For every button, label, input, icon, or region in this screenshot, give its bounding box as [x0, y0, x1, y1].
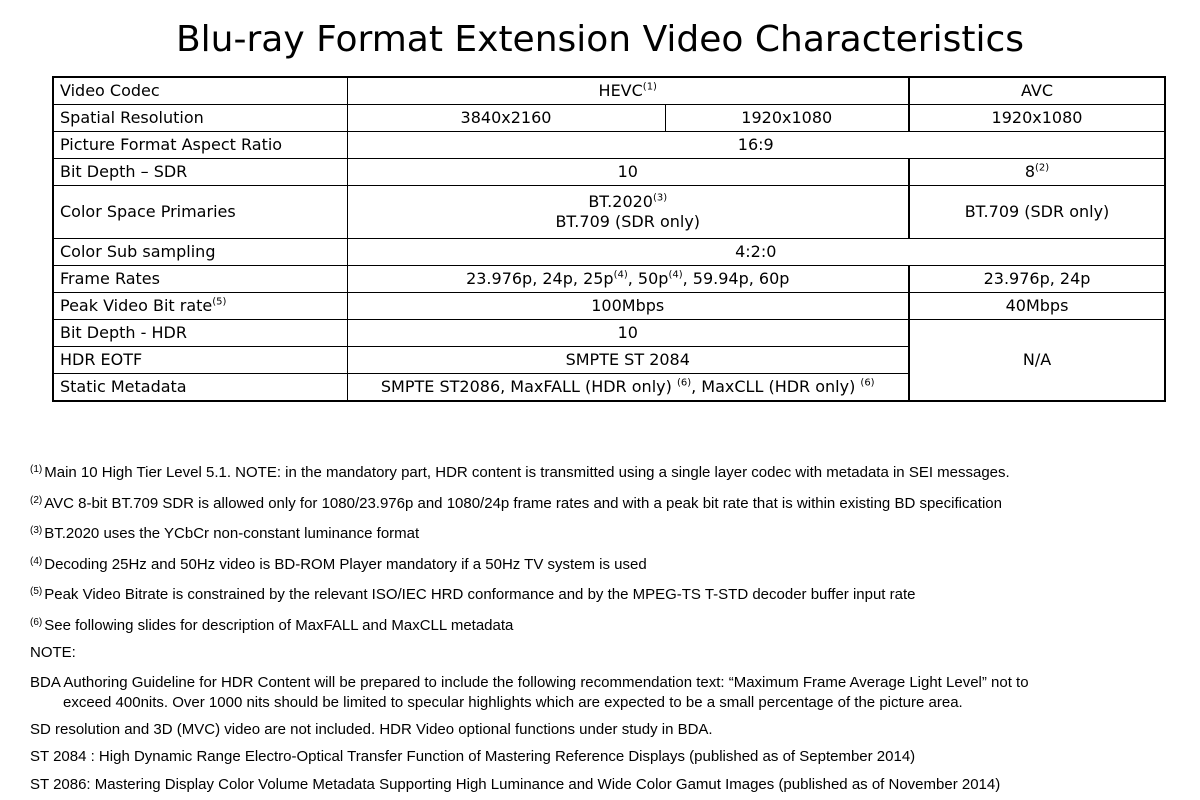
cell-color-space-hevc: BT.2020$^{(3)}$ BT.709 (SDR only)	[347, 186, 909, 239]
table-row	[53, 293, 1165, 320]
table-row	[53, 132, 1165, 159]
table-row	[53, 105, 1165, 132]
note-heading: NOTE:	[30, 644, 76, 661]
cell-color-space-avc: BT.709 (SDR only)	[909, 186, 1165, 239]
cell-frame-rates-hevc: 23.976p, 24p, $25p^{(4)}$, $50p^{(4)}$, 59.94p, 60p	[347, 266, 909, 293]
cell-hdr-avc-na: N/A	[909, 320, 1165, 402]
row-label-peak-bitrate: Peak Video Bit rate$^{(5)}$	[53, 293, 347, 320]
table-row	[53, 266, 1165, 293]
footnote: $^{(3)}$ BT.2020 uses the YCbCr non-constant luminance format	[30, 525, 420, 542]
cell-color-subsampling: 4:2:0	[347, 239, 1165, 266]
cell-frame-rates-avc: 23.976p, 24p	[909, 266, 1165, 293]
cell-bit-depth-sdr-hevc: 10	[347, 159, 909, 186]
footnote-ref: (2)	[1035, 162, 1050, 174]
note-sd-3d: SD resolution and 3D (MVC) video are not included. HDR Video optional functions under study in BDA.	[30, 720, 713, 738]
footnote-ref: (4)	[668, 269, 683, 281]
note-st2086: ST 2086: Mastering Display Color Volume Metadata Supporting High Luminance and Wide Color Gamut Images (published as of November 2014)	[30, 775, 1001, 793]
video-characteristics-table	[52, 76, 1166, 402]
row-label-video-codec: Video Codec	[53, 77, 347, 105]
table-row	[53, 77, 1165, 105]
cell-bit-depth-hdr-hevc: 10	[347, 320, 909, 347]
footnote-ref: (4)	[613, 269, 628, 281]
cell-codec-avc: AVC	[909, 77, 1165, 105]
footnote-ref: (1)	[642, 81, 657, 93]
cell-res-avc: 1920x1080	[909, 105, 1165, 132]
cell-hdr-eotf-hevc: SMPTE ST 2084	[347, 347, 909, 374]
footnote: $^{(6)}$ See following slides for description of MaxFALL and MaxCLL metadata	[30, 616, 514, 634]
footnote: $^{(2)}$ AVC 8-bit BT.709 SDR is allowed only for 1080/23.976p and 1080/24p frame rates and with a peak bit rate that is within existing BD specification	[30, 494, 1002, 512]
cell-peak-bitrate-avc: 40Mbps	[909, 293, 1165, 320]
row-label-bit-depth-hdr: Bit Depth - HDR	[53, 320, 347, 347]
cell-bit-depth-sdr-avc: 8$^{(2)}$	[909, 159, 1165, 186]
note-bda-guideline: BDA Authoring Guideline for HDR Content will be prepared to include the following recommendation text: “Maximum Frame Average Light Level” not to exceed 400nits. Over 1000 nits should be limited to specular highlights which are expected to be a small percentage of the picture area.	[30, 673, 1029, 711]
footnote: $^{(5)}$ Peak Video Bitrate is constrained by the relevant ISO/IEC HRD conformance and by the MPEG-TS T-STD decoder buffer input rate	[30, 586, 916, 603]
cell-aspect-ratio: 16:9	[347, 132, 1165, 159]
row-label-static-metadata: Static Metadata	[53, 374, 347, 402]
footnote-ref: (6)	[676, 377, 692, 389]
row-label-color-space: Color Space Primaries	[53, 186, 347, 239]
row-label-hdr-eotf: HDR EOTF	[53, 347, 347, 374]
cell-res-hevc-4k: 3840x2160	[347, 105, 665, 132]
table-row	[53, 239, 1165, 266]
footnote-ref: (3)	[652, 192, 668, 204]
footnote: $^{(4)}$ Decoding 25Hz and 50Hz video is BD-ROM Player mandatory if a 50Hz TV system is used	[30, 555, 647, 573]
cell-res-hevc-hd: 1920x1080	[665, 105, 909, 132]
table-row	[53, 320, 1165, 347]
cell-codec-hevc: HEVC$^{(1)}$	[347, 77, 909, 105]
row-label-bit-depth-sdr: Bit Depth – SDR	[53, 159, 347, 186]
row-label-color-subsampling: Color Sub sampling	[53, 239, 347, 266]
row-label-spatial-resolution: Spatial Resolution	[53, 105, 347, 132]
row-label-aspect-ratio: Picture Format Aspect Ratio	[53, 132, 347, 159]
table-row	[53, 186, 1165, 239]
footnote-ref: (6)	[860, 377, 875, 389]
footnotes-section	[30, 456, 1180, 798]
table-row	[53, 159, 1165, 186]
cell-peak-bitrate-hevc: 100Mbps	[347, 293, 909, 320]
cell-static-metadata-hevc: SMPTE ST2086, MaxFALL (HDR only) $^{(6)}$, MaxCLL (HDR only) $^{(6)}$	[347, 374, 909, 402]
slide-title: Blu-ray Format Extension Video Characteristics	[175, 19, 1025, 60]
row-label-frame-rates: Frame Rates	[53, 266, 347, 293]
footnote-ref: (5)	[212, 296, 227, 308]
note-st2084: ST 2084 : High Dynamic Range Electro-Optical Transfer Function of Mastering Reference Displays (published as of September 2014)	[30, 748, 916, 765]
footnote: $^{(1)}$ Main 10 High Tier Level 5.1. NOTE: in the mandatory part, HDR content is transmitted using a single layer codec with metadata in SEI messages.	[30, 464, 1010, 481]
